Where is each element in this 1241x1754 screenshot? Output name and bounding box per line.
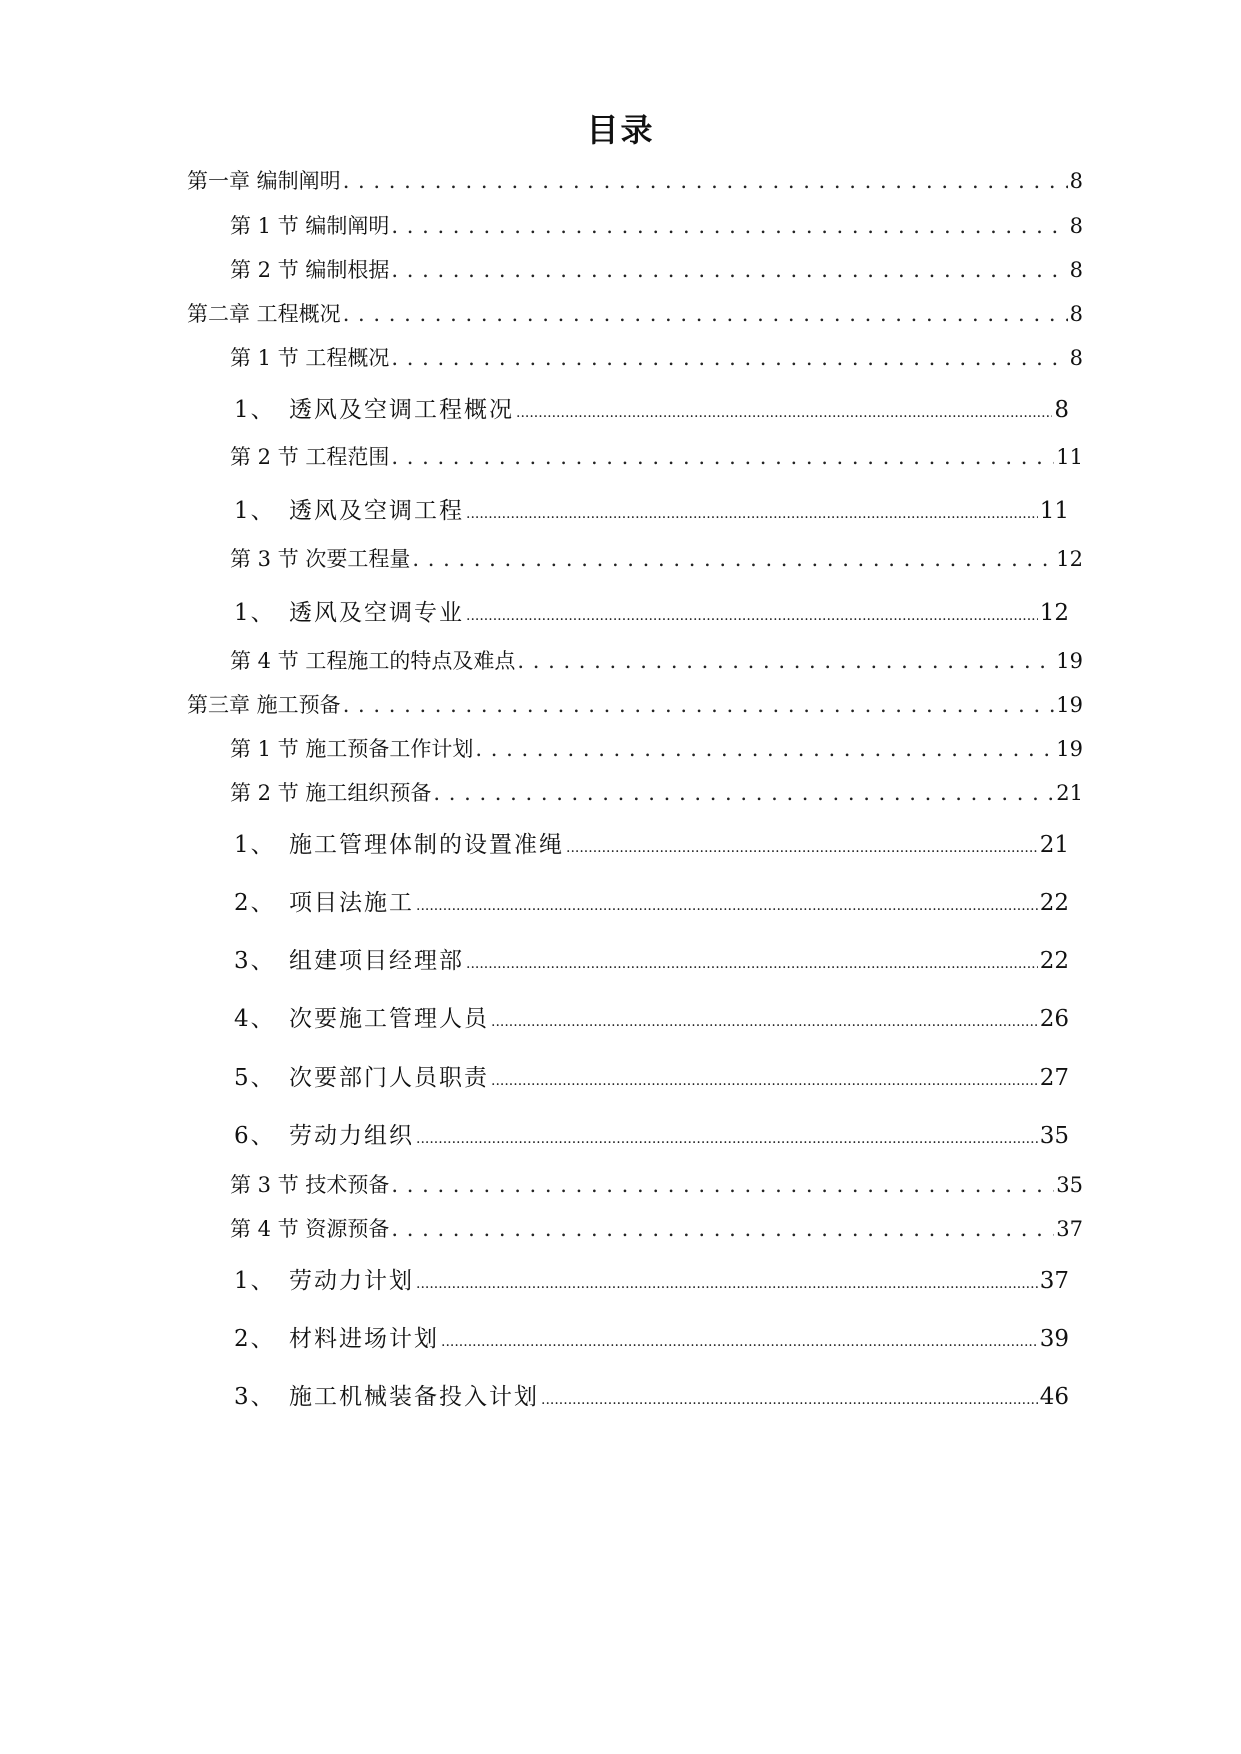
toc-entry[interactable] — [230, 1169, 1083, 1199]
toc-entry[interactable] — [234, 1320, 1069, 1353]
toc-entry-text: 第 3 节 技术预备 — [230, 1173, 390, 1197]
toc-dot-leader — [491, 1014, 1038, 1030]
toc-entry[interactable] — [187, 298, 1083, 328]
toc-entry-number: 1、 — [234, 600, 276, 626]
toc-dot-leader — [517, 649, 1054, 673]
toc-entry-label — [230, 1213, 389, 1243]
toc-entry-number: 6、 — [234, 1123, 276, 1149]
toc-page-number: 37 — [1056, 1217, 1083, 1241]
toc-dot-leader — [412, 547, 1054, 571]
toc-entry-label — [234, 826, 564, 859]
toc-entry[interactable] — [234, 942, 1069, 975]
toc-dot-leader — [433, 781, 1054, 805]
toc-entry-number: 3、 — [234, 1384, 276, 1410]
toc-page-number: 12 — [1039, 600, 1069, 626]
toc-dot-leader — [466, 608, 1038, 624]
toc-entry-label — [234, 492, 464, 525]
toc-dot-leader — [343, 169, 1068, 193]
toc-entry[interactable] — [234, 1059, 1069, 1092]
toc-entry[interactable] — [234, 1117, 1069, 1150]
toc-entry-label — [234, 594, 464, 627]
toc-dot-leader — [343, 693, 1055, 717]
toc-entry-number: 4、 — [234, 1006, 276, 1032]
toc-entry-text: 第二章 工程概况 — [187, 302, 341, 326]
toc-entry-text: 次要施工管理人员 — [289, 1006, 489, 1032]
toc-entry[interactable] — [230, 543, 1083, 573]
toc-page-number: 37 — [1039, 1268, 1069, 1294]
toc-page-number: 35 — [1039, 1123, 1069, 1149]
toc-entry-label — [230, 441, 389, 471]
toc-page-number: 8 — [1069, 258, 1083, 282]
toc-page-number: 21 — [1056, 781, 1083, 805]
toc-entry-text: 组建项目经理部 — [289, 948, 464, 974]
toc-dot-leader — [416, 898, 1038, 914]
toc-dot-leader — [391, 346, 1067, 370]
toc-page-number: 19 — [1056, 649, 1083, 673]
toc-page-number: 19 — [1056, 693, 1083, 717]
toc-dot-leader — [441, 1334, 1038, 1350]
toc-entry-text: 劳动力计划 — [289, 1268, 414, 1294]
toc-dot-leader — [391, 258, 1067, 282]
toc-entry[interactable] — [230, 254, 1083, 284]
toc-entry[interactable] — [187, 689, 1083, 719]
toc-page-number: 8 — [1069, 169, 1083, 193]
toc-entry[interactable] — [230, 1213, 1083, 1243]
toc-entry-number: 1、 — [234, 498, 276, 524]
toc-page-number: 22 — [1039, 890, 1069, 916]
toc-entry-label — [187, 165, 341, 195]
toc-entry-label — [230, 1169, 389, 1199]
toc-entry-label — [230, 210, 389, 240]
toc-entry[interactable] — [234, 492, 1069, 525]
toc-entry-text: 施工管理体制的设置准绳 — [289, 832, 564, 858]
toc-page-number: 46 — [1039, 1384, 1069, 1410]
toc-entry-label — [230, 543, 410, 573]
toc-entry-text: 第 1 节 编制阐明 — [230, 214, 390, 238]
toc-dot-leader — [491, 1073, 1038, 1089]
toc-entry-text: 第 4 节 资源预备 — [230, 1217, 390, 1241]
toc-entry-text: 次要部门人员职责 — [289, 1065, 489, 1091]
toc-entry-text: 施工机械装备投入计划 — [289, 1384, 539, 1410]
toc-entry-text: 第一章 编制阐明 — [187, 169, 341, 193]
toc-page-number: 8 — [1069, 214, 1083, 238]
toc-entry[interactable] — [230, 441, 1083, 471]
toc-entry-label — [187, 298, 341, 328]
toc-entry-number: 2、 — [234, 890, 276, 916]
toc-dot-leader — [416, 1131, 1038, 1147]
toc-dot-leader — [343, 302, 1068, 326]
toc-entry-number: 5、 — [234, 1065, 276, 1091]
toc-page-number: 35 — [1056, 1173, 1083, 1197]
toc-dot-leader — [391, 214, 1067, 238]
toc-entry[interactable] — [230, 777, 1083, 807]
toc-entry[interactable] — [230, 733, 1083, 763]
toc-entry-number: 1、 — [234, 1268, 276, 1294]
toc-dot-leader — [391, 1173, 1054, 1197]
toc-entry-label — [234, 1320, 439, 1353]
toc-page-number: 26 — [1039, 1006, 1069, 1032]
toc-entry-number: 1、 — [234, 832, 276, 858]
toc-entry-label — [234, 1262, 414, 1295]
toc-entry[interactable] — [234, 1000, 1069, 1033]
toc-entry-text: 透风及空调工程 — [289, 498, 464, 524]
toc-entry-text: 透风及空调专业 — [289, 600, 464, 626]
toc-entry-label — [234, 884, 414, 917]
toc-entry-text: 项目法施工 — [289, 890, 414, 916]
toc-entry[interactable] — [187, 165, 1083, 195]
toc-entry-text: 第 2 节 编制根据 — [230, 258, 390, 282]
toc-dot-leader — [466, 956, 1038, 972]
toc-page-number: 8 — [1069, 346, 1083, 370]
toc-dot-leader — [416, 1276, 1038, 1292]
toc-entry[interactable] — [234, 1262, 1069, 1295]
toc-entry[interactable] — [234, 594, 1069, 627]
toc-page-number: 21 — [1039, 832, 1069, 858]
toc-dot-leader — [391, 445, 1054, 469]
toc-entry[interactable] — [234, 1378, 1069, 1411]
toc-dot-leader — [541, 1392, 1038, 1408]
toc-dot-leader — [391, 1217, 1054, 1241]
toc-entry-text: 第 2 节 施工组织预备 — [230, 781, 432, 805]
toc-entry-number: 1、 — [234, 397, 276, 423]
toc-page-number: 39 — [1039, 1326, 1069, 1352]
toc-entry-text: 透风及空调工程概况 — [289, 397, 514, 423]
toc-entry-text: 第 2 节 工程范围 — [230, 445, 390, 469]
toc-entry-label — [234, 391, 514, 424]
toc-entry-label — [234, 942, 464, 975]
toc-page-number: 27 — [1039, 1065, 1069, 1091]
toc-entry[interactable] — [230, 645, 1083, 675]
toc-entry-text: 第三章 施工预备 — [187, 693, 341, 717]
toc-entry[interactable] — [234, 826, 1069, 859]
toc-entry[interactable] — [230, 210, 1083, 240]
toc-page-number: 19 — [1056, 737, 1083, 761]
toc-entry-text: 第 4 节 工程施工的特点及难点 — [230, 649, 516, 673]
toc-entry[interactable] — [230, 342, 1083, 372]
toc-page-number: 22 — [1039, 948, 1069, 974]
toc-entry-label — [230, 777, 431, 807]
toc-page-number: 8 — [1054, 397, 1069, 423]
toc-entry-label — [234, 1000, 489, 1033]
toc-dot-leader — [466, 506, 1038, 522]
toc-entry-label — [187, 689, 341, 719]
toc-dot-leader — [566, 840, 1038, 856]
toc-dot-leader — [516, 405, 1052, 421]
toc-entry-number: 3、 — [234, 948, 276, 974]
toc-page-number: 12 — [1056, 547, 1083, 571]
toc-entry-text: 第 1 节 工程概况 — [230, 346, 390, 370]
page-title: 目录 — [586, 111, 655, 149]
toc-entry-text: 第 3 节 次要工程量 — [230, 547, 411, 571]
toc-entry-number: 2、 — [234, 1326, 276, 1352]
toc-entry[interactable] — [234, 884, 1069, 917]
toc-entry-text: 材料进场计划 — [289, 1326, 439, 1352]
toc-page-number: 11 — [1039, 498, 1069, 524]
toc-entry-label — [230, 645, 515, 675]
toc-entry-text: 劳动力组织 — [289, 1123, 414, 1149]
toc-page-number: 11 — [1056, 445, 1083, 469]
toc-entry-label — [230, 342, 389, 372]
toc-entry-label — [234, 1117, 414, 1150]
toc-entry-label — [230, 733, 473, 763]
toc-page-number: 8 — [1069, 302, 1083, 326]
toc-entry-text: 第 1 节 施工预备工作计划 — [230, 737, 474, 761]
toc-entry-label — [230, 254, 389, 284]
toc-entry[interactable] — [234, 391, 1069, 424]
toc-entry-label — [234, 1059, 489, 1092]
toc-entry-label — [234, 1378, 539, 1411]
toc-dot-leader — [475, 737, 1054, 761]
